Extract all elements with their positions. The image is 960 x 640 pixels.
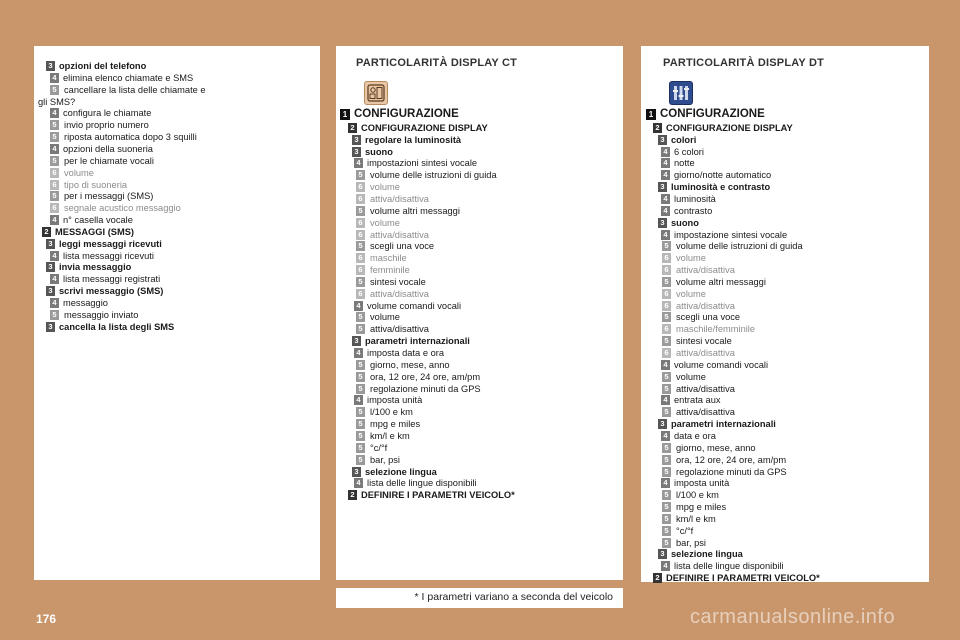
menu-item-label: cancellare la lista delle chiamate e bbox=[64, 84, 206, 95]
menu-item-label: attiva/disattiva bbox=[370, 288, 429, 299]
menu-item-label: maschile bbox=[370, 253, 407, 264]
menu-item bbox=[662, 277, 766, 288]
menu-item bbox=[50, 203, 181, 214]
menu-item-label: imposta unità bbox=[367, 395, 423, 406]
menu-item bbox=[356, 431, 410, 442]
menu-item-label: giorno, mese, anno bbox=[370, 359, 450, 370]
level-badge: 5 bbox=[662, 372, 671, 382]
menu-item-label: lista delle lingue disponibili bbox=[367, 478, 477, 489]
menu-item bbox=[661, 561, 784, 572]
menu-item-label: volume bbox=[64, 167, 94, 178]
menu-item-label: volume bbox=[676, 288, 706, 299]
menu-item-label: km/l e km bbox=[370, 430, 410, 441]
menu-item bbox=[662, 289, 706, 300]
menu-item bbox=[352, 135, 461, 146]
menu-item-label: contrasto bbox=[674, 205, 713, 216]
level-badge: 5 bbox=[356, 170, 365, 180]
level-badge: 5 bbox=[662, 407, 671, 417]
level-badge: 6 bbox=[356, 289, 365, 299]
menu-item bbox=[356, 241, 434, 252]
level-badge: 3 bbox=[352, 336, 361, 346]
menu-item bbox=[50, 251, 154, 262]
menu-item-label: impostazioni sintesi vocale bbox=[367, 158, 478, 169]
menu-item bbox=[354, 158, 477, 169]
menu-item bbox=[50, 144, 153, 155]
level-badge: 4 bbox=[354, 158, 363, 168]
level-badge: 4 bbox=[661, 360, 670, 370]
menu-item bbox=[50, 85, 206, 96]
menu-panel-display-ct bbox=[336, 46, 623, 580]
level-badge: 5 bbox=[50, 156, 59, 166]
menu-item-label: CONFIGURAZIONE bbox=[354, 108, 459, 120]
level-badge: 5 bbox=[356, 384, 365, 394]
level-badge: 4 bbox=[354, 478, 363, 488]
menu-item bbox=[352, 467, 437, 478]
menu-item bbox=[662, 407, 735, 418]
menu-item bbox=[661, 170, 771, 181]
menu-item bbox=[662, 443, 756, 454]
menu-item-label: invio proprio numero bbox=[64, 120, 149, 131]
menu-item-label: suono bbox=[365, 146, 393, 157]
menu-item bbox=[50, 180, 127, 191]
level-badge: 5 bbox=[356, 407, 365, 417]
level-badge: 4 bbox=[661, 158, 670, 168]
menu-item bbox=[662, 253, 706, 264]
level-badge: 5 bbox=[662, 514, 671, 524]
menu-item bbox=[658, 218, 699, 229]
level-badge: 5 bbox=[662, 502, 671, 512]
menu-item-label: 6 colori bbox=[674, 146, 704, 157]
menu-item bbox=[662, 514, 716, 525]
menu-item bbox=[356, 194, 429, 205]
menu-item bbox=[662, 502, 726, 513]
menu-item bbox=[662, 538, 706, 549]
menu-item-label: bar, psi bbox=[676, 537, 706, 548]
menu-item bbox=[352, 336, 470, 347]
menu-item bbox=[662, 348, 735, 359]
level-badge: 4 bbox=[661, 561, 670, 571]
menu-item bbox=[340, 109, 459, 120]
menu-item bbox=[356, 253, 407, 264]
level-badge: 4 bbox=[661, 206, 670, 216]
level-badge: 5 bbox=[50, 132, 59, 142]
footnote-text: * I parametri variano a seconda del veicolo bbox=[414, 591, 613, 603]
menu-item-label: volume bbox=[370, 182, 400, 193]
menu-item bbox=[356, 419, 420, 430]
level-badge: 4 bbox=[661, 478, 670, 488]
level-badge: 2 bbox=[348, 123, 357, 133]
level-badge: 5 bbox=[356, 360, 365, 370]
level-badge: 5 bbox=[356, 443, 365, 453]
level-badge: 5 bbox=[356, 312, 365, 322]
menu-item bbox=[662, 241, 803, 252]
menu-item-label: volume comandi vocali bbox=[674, 359, 769, 370]
menu-item-label: entrata aux bbox=[674, 395, 721, 406]
level-badge: 5 bbox=[50, 191, 59, 201]
menu-item bbox=[661, 194, 716, 205]
menu-item-label: CONFIGURAZIONE DISPLAY bbox=[666, 122, 793, 133]
menu-item-label: scegli una voce bbox=[370, 241, 435, 252]
menu-item-label: data e ora bbox=[674, 430, 716, 441]
level-badge: 4 bbox=[661, 170, 670, 180]
level-badge: 2 bbox=[348, 490, 357, 500]
level-badge: 6 bbox=[356, 218, 365, 228]
menu-item bbox=[356, 170, 497, 181]
menu-item bbox=[356, 265, 410, 276]
menu-item-label: parametri internazionali bbox=[671, 419, 776, 430]
menu-item-label: CONFIGURAZIONE bbox=[660, 108, 765, 120]
menu-item-label: riposta automatica dopo 3 squilli bbox=[64, 132, 197, 143]
level-badge: 5 bbox=[662, 277, 671, 287]
menu-item-label: attiva/disattiva bbox=[676, 300, 735, 311]
menu-item-label: tipo di suoneria bbox=[64, 179, 128, 190]
level-badge: 6 bbox=[50, 180, 59, 190]
menu-item-label: attiva/disattiva bbox=[370, 324, 429, 335]
menu-item bbox=[50, 310, 138, 321]
level-badge: 5 bbox=[662, 312, 671, 322]
menu-item bbox=[356, 455, 400, 466]
level-badge: 5 bbox=[662, 467, 671, 477]
level-badge: 4 bbox=[661, 194, 670, 204]
menu-item-label: scegli una voce bbox=[676, 312, 741, 323]
level-badge: 2 bbox=[42, 227, 51, 237]
menu-item bbox=[356, 360, 450, 371]
menu-item-label: maschile/femminile bbox=[676, 324, 756, 335]
menu-item bbox=[662, 384, 735, 395]
menu-item bbox=[653, 123, 793, 134]
menu-item bbox=[356, 230, 429, 241]
menu-item-label: attiva/disattiva bbox=[370, 229, 429, 240]
menu-item bbox=[646, 109, 765, 120]
menu-item-label: volume altri messaggi bbox=[676, 276, 766, 287]
menu-item bbox=[50, 168, 94, 179]
level-badge: 3 bbox=[658, 549, 667, 559]
menu-item-label: segnale acustico messaggio bbox=[64, 203, 181, 214]
level-badge: 5 bbox=[356, 277, 365, 287]
menu-item bbox=[356, 372, 480, 383]
menu-item-label: impostazione sintesi vocale bbox=[674, 229, 788, 240]
menu-item-label: CONFIGURAZIONE DISPLAY bbox=[361, 122, 488, 133]
menu-item bbox=[348, 123, 488, 134]
menu-item-label: colori bbox=[671, 134, 697, 145]
menu-item bbox=[662, 336, 732, 347]
menu-item bbox=[356, 312, 400, 323]
menu-item bbox=[356, 407, 413, 418]
menu-item-label: regolazione minuti da GPS bbox=[676, 466, 787, 477]
menu-item-label: cancella la lista degli SMS bbox=[59, 321, 175, 332]
level-badge: 3 bbox=[658, 182, 667, 192]
menu-item bbox=[662, 372, 706, 383]
menu-item bbox=[50, 215, 133, 226]
menu-item-label: luminosità e contrasto bbox=[671, 182, 771, 193]
menu-item-label: sintesi vocale bbox=[370, 276, 426, 287]
level-badge: 6 bbox=[356, 265, 365, 275]
level-badge: 5 bbox=[662, 241, 671, 251]
level-badge: 3 bbox=[658, 218, 667, 228]
menu-item-label: MESSAGGI (SMS) bbox=[55, 226, 135, 237]
level-badge: 6 bbox=[356, 230, 365, 240]
level-badge: 4 bbox=[50, 298, 59, 308]
menu-item-label: imposta unità bbox=[674, 478, 730, 489]
menu-item-label: DEFINIRE I PARAMETRI VEICOLO* bbox=[666, 573, 820, 584]
display-ct-icon bbox=[364, 81, 388, 105]
menu-item-label: volume comandi vocali bbox=[367, 300, 462, 311]
menu-item bbox=[661, 395, 721, 406]
menu-panel-telephone bbox=[34, 46, 320, 580]
menu-item-label: volume bbox=[676, 371, 706, 382]
menu-item-label: per i messaggi (SMS) bbox=[64, 191, 154, 202]
menu-item bbox=[50, 132, 197, 143]
level-badge: 4 bbox=[50, 251, 59, 261]
menu-item bbox=[658, 549, 743, 560]
level-badge: 2 bbox=[653, 573, 662, 583]
menu-item-label: invia messaggio bbox=[59, 262, 132, 273]
menu-item-label: opzioni del telefono bbox=[59, 61, 147, 71]
menu-item-label: giorno, mese, anno bbox=[676, 442, 756, 453]
level-badge: 4 bbox=[50, 73, 59, 83]
level-badge: 5 bbox=[50, 120, 59, 130]
menu-item-label: ora, 12 ore, 24 ore, am/pm bbox=[676, 454, 787, 465]
level-badge: 1 bbox=[646, 109, 656, 120]
menu-item bbox=[354, 348, 444, 359]
level-badge: 6 bbox=[50, 203, 59, 213]
menu-item-label: l/100 e km bbox=[676, 490, 719, 501]
menu-item bbox=[653, 573, 820, 584]
level-badge: 6 bbox=[662, 289, 671, 299]
level-badge: 6 bbox=[356, 194, 365, 204]
menu-item-label: attiva/disattiva bbox=[676, 383, 735, 394]
menu-item-label: imposta data e ora bbox=[367, 348, 445, 358]
menu-item bbox=[50, 120, 149, 131]
level-badge: 4 bbox=[354, 395, 363, 405]
level-badge: 6 bbox=[662, 324, 671, 334]
level-badge: 3 bbox=[46, 286, 55, 296]
menu-item-label: lista messaggi ricevuti bbox=[63, 250, 154, 261]
section-title-ct: PARTICOLARITÀ DISPLAY CT bbox=[356, 57, 518, 69]
menu-item bbox=[50, 73, 193, 84]
level-badge: 5 bbox=[356, 372, 365, 382]
level-badge: 4 bbox=[354, 348, 363, 358]
menu-item-label: volume altri messaggi bbox=[370, 205, 460, 216]
menu-item bbox=[661, 230, 787, 241]
level-badge: 5 bbox=[356, 241, 365, 251]
menu-item-label: per le chiamate vocali bbox=[64, 155, 154, 166]
level-badge: 4 bbox=[50, 274, 59, 284]
menu-item bbox=[38, 97, 75, 108]
level-badge: 5 bbox=[356, 455, 365, 465]
menu-item bbox=[661, 206, 712, 217]
level-badge: 2 bbox=[653, 123, 662, 133]
menu-item-label: messaggio inviato bbox=[64, 309, 139, 320]
menu-item-label: mpg e miles bbox=[370, 419, 421, 430]
level-badge: 6 bbox=[356, 253, 365, 263]
level-badge: 3 bbox=[46, 239, 55, 249]
menu-item-label: luminosità bbox=[674, 193, 716, 204]
menu-item bbox=[662, 526, 693, 537]
level-badge: 5 bbox=[662, 336, 671, 346]
menu-item-label: configura le chiamate bbox=[63, 108, 152, 119]
level-badge: 5 bbox=[356, 431, 365, 441]
menu-item bbox=[46, 239, 162, 250]
menu-item-label: femminile bbox=[370, 265, 410, 276]
menu-item-label: suono bbox=[671, 217, 699, 228]
level-badge: 3 bbox=[46, 322, 55, 332]
level-badge: 6 bbox=[662, 301, 671, 311]
menu-item bbox=[354, 301, 461, 312]
menu-item-label: scrivi messaggio (SMS) bbox=[59, 286, 164, 297]
menu-item-label: selezione lingua bbox=[365, 466, 437, 477]
level-badge: 5 bbox=[662, 455, 671, 465]
menu-item bbox=[50, 156, 154, 167]
menu-item bbox=[658, 419, 776, 430]
menu-item bbox=[46, 286, 163, 297]
menu-item-label: n° casella vocale bbox=[63, 215, 133, 226]
level-badge: 5 bbox=[662, 538, 671, 548]
menu-item bbox=[356, 289, 429, 300]
menu-item bbox=[661, 158, 695, 169]
menu-item bbox=[354, 478, 477, 489]
menu-item-label: attiva/disattiva bbox=[676, 348, 735, 358]
menu-item-label: gli SMS? bbox=[38, 96, 76, 107]
level-badge: 5 bbox=[356, 324, 365, 334]
menu-item bbox=[356, 218, 400, 229]
menu-item bbox=[356, 443, 387, 454]
menu-item-label: °c/°f bbox=[676, 525, 694, 536]
level-badge: 4 bbox=[50, 108, 59, 118]
watermark: carmanualsonline.info bbox=[690, 606, 896, 628]
menu-item bbox=[661, 478, 729, 489]
level-badge: 4 bbox=[50, 144, 59, 154]
level-badge: 4 bbox=[661, 230, 670, 240]
menu-item-label: mpg e miles bbox=[676, 502, 727, 513]
level-badge: 3 bbox=[46, 262, 55, 272]
menu-item bbox=[352, 147, 393, 158]
menu-item-label: DEFINIRE I PARAMETRI VEICOLO* bbox=[361, 490, 515, 501]
level-badge: 4 bbox=[354, 301, 363, 311]
menu-item-label: volume delle istruzioni di guida bbox=[676, 241, 803, 252]
menu-item-label: volume bbox=[370, 312, 400, 323]
menu-item-label: leggi messaggi ricevuti bbox=[59, 238, 162, 249]
level-badge: 4 bbox=[661, 395, 670, 405]
page-number: 176 bbox=[36, 612, 57, 626]
level-badge: 4 bbox=[50, 215, 59, 225]
level-badge: 6 bbox=[50, 168, 59, 178]
level-badge: 4 bbox=[661, 431, 670, 441]
menu-item-label: attiva/disattiva bbox=[370, 193, 429, 204]
menu-item bbox=[662, 265, 735, 276]
footnote-box bbox=[336, 588, 623, 608]
menu-item-label: sintesi vocale bbox=[676, 336, 732, 347]
level-badge: 3 bbox=[352, 135, 361, 145]
menu-item bbox=[662, 301, 735, 312]
menu-item bbox=[356, 384, 481, 395]
menu-item-label: regolazione minuti da GPS bbox=[370, 383, 481, 394]
menu-item-label: lista messaggi registrati bbox=[63, 274, 161, 285]
level-badge: 5 bbox=[662, 384, 671, 394]
menu-item-label: volume delle istruzioni di guida bbox=[370, 170, 497, 181]
level-badge: 5 bbox=[50, 310, 59, 320]
menu-item bbox=[50, 298, 108, 309]
menu-item bbox=[50, 274, 160, 285]
menu-item bbox=[356, 206, 460, 217]
level-badge: 3 bbox=[658, 135, 667, 145]
menu-item bbox=[662, 312, 740, 323]
menu-item bbox=[658, 182, 770, 193]
menu-item-label: selezione lingua bbox=[671, 549, 743, 560]
menu-item-label: volume bbox=[676, 253, 706, 264]
level-badge: 5 bbox=[662, 526, 671, 536]
menu-item-label: ora, 12 ore, 24 ore, am/pm bbox=[370, 371, 481, 382]
menu-item bbox=[658, 135, 696, 146]
menu-item bbox=[662, 490, 719, 501]
level-badge: 3 bbox=[46, 61, 55, 71]
level-badge: 4 bbox=[661, 147, 670, 157]
menu-item-label: attiva/disattiva bbox=[676, 407, 735, 418]
menu-item-label: regolare la luminosità bbox=[365, 134, 462, 145]
level-badge: 3 bbox=[352, 467, 361, 477]
menu-item bbox=[662, 455, 786, 466]
display-dt-icon bbox=[669, 81, 693, 105]
menu-item-label: lista delle lingue disponibili bbox=[674, 561, 784, 572]
menu-item-label: giorno/notte automatico bbox=[674, 170, 772, 181]
menu-item bbox=[46, 322, 174, 333]
menu-item bbox=[356, 182, 400, 193]
menu-panel-display-dt bbox=[641, 46, 929, 582]
menu-item bbox=[42, 227, 134, 238]
level-badge: 5 bbox=[662, 490, 671, 500]
menu-item bbox=[661, 431, 716, 442]
menu-item-label: l/100 e km bbox=[370, 407, 413, 418]
menu-item-label: °c/°f bbox=[370, 442, 388, 453]
menu-item-label: km/l e km bbox=[676, 513, 716, 524]
menu-item bbox=[50, 108, 151, 119]
menu-item bbox=[662, 467, 787, 478]
menu-item bbox=[661, 360, 768, 371]
level-badge: 3 bbox=[658, 419, 667, 429]
menu-item-label: bar, psi bbox=[370, 454, 400, 465]
section-title-dt: PARTICOLARITÀ DISPLAY DT bbox=[663, 57, 825, 69]
menu-item-label: attiva/disattiva bbox=[676, 265, 735, 276]
menu-item bbox=[50, 191, 153, 202]
menu-item bbox=[354, 395, 422, 406]
level-badge: 3 bbox=[352, 147, 361, 157]
level-badge: 6 bbox=[662, 253, 671, 263]
level-badge: 5 bbox=[662, 443, 671, 453]
menu-item-label: elimina elenco chiamate e SMS bbox=[63, 72, 194, 83]
level-badge: 6 bbox=[662, 348, 671, 358]
menu-item bbox=[356, 324, 429, 335]
menu-item bbox=[348, 490, 515, 501]
level-badge: 5 bbox=[356, 419, 365, 429]
level-badge: 6 bbox=[662, 265, 671, 275]
menu-item bbox=[356, 277, 426, 288]
level-badge: 5 bbox=[50, 85, 59, 95]
menu-item bbox=[661, 147, 704, 158]
level-badge: 6 bbox=[356, 182, 365, 192]
level-badge: 1 bbox=[340, 109, 350, 120]
menu-item-label: volume bbox=[370, 217, 400, 228]
level-badge: 5 bbox=[356, 206, 365, 216]
menu-item-label: notte bbox=[674, 158, 695, 169]
menu-item-label: parametri internazionali bbox=[365, 336, 470, 347]
menu-item-label: messaggio bbox=[63, 298, 108, 308]
menu-item-label: opzioni della suoneria bbox=[63, 143, 153, 154]
menu-item bbox=[662, 324, 755, 335]
menu-item bbox=[46, 262, 131, 273]
menu-item bbox=[46, 61, 146, 72]
